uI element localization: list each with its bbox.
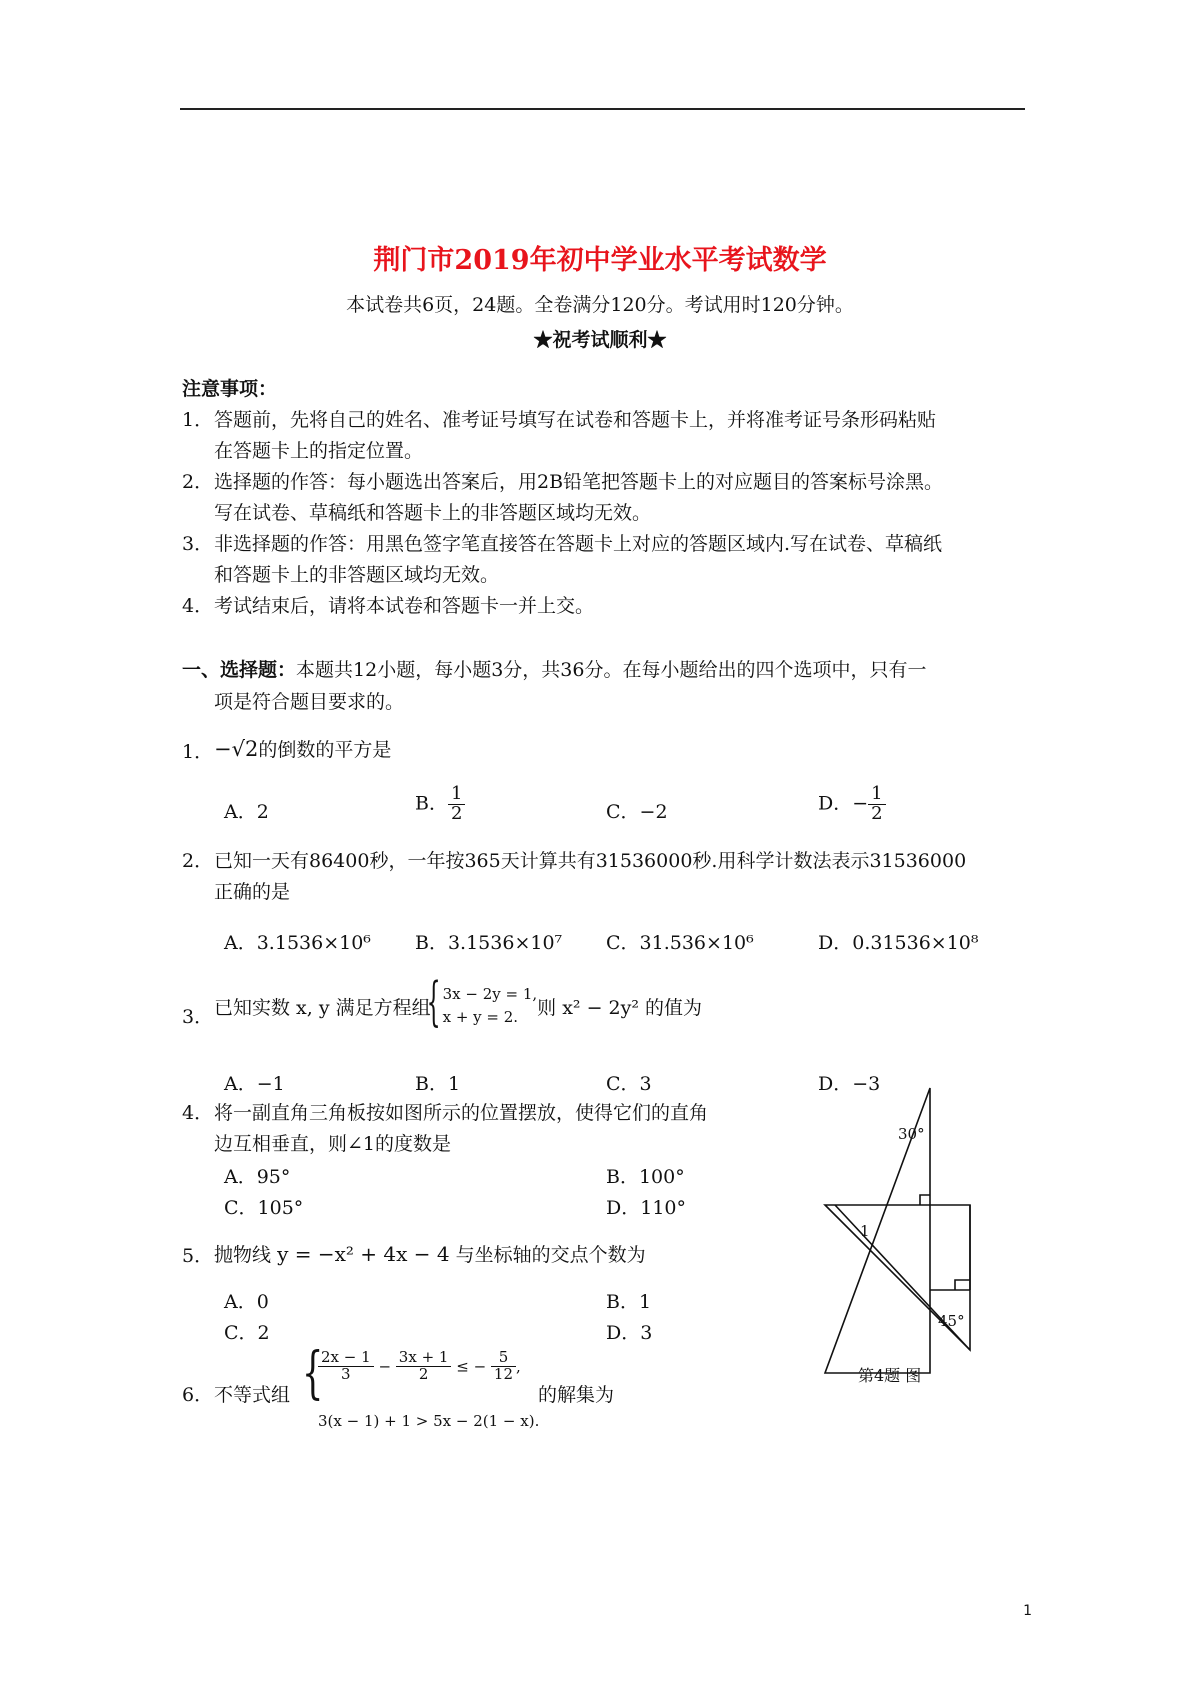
q3-eq2: x + y = 2. [442,1008,519,1027]
q6-frac-1 [318,1350,374,1383]
q3-option-b: B．1 [415,1073,461,1095]
q1-option-d-label: D．− [818,792,869,815]
q1-option-c: C．−2 [606,801,668,823]
q6-comma: , [516,1357,521,1376]
q4-line1: 将一副直角三角板按如图所示的位置摆放，使得它们的直角 [214,1102,709,1124]
q4-line2: 边互相垂直，则∠1的度数是 [214,1133,452,1155]
q6-frac-3-denominator: 12 [493,1364,514,1383]
q3-system [431,983,538,1030]
q5-post: 与坐标轴的交点个数为 [455,1244,646,1266]
q4-option-d: D．110° [606,1197,686,1219]
q2-option-d: D．0.31536×10⁸ [818,932,979,954]
q3-option-c: C．3 [606,1073,652,1095]
q6-frac-2 [396,1350,452,1383]
q2-option-c: C．31.536×10⁶ [606,932,754,954]
q1-expr: −√2 [214,737,259,761]
q2-line2: 正确的是 [214,881,291,903]
q1-option-b-numerator: 1 [448,785,465,805]
q6-frac-1-denominator: 3 [341,1364,351,1383]
q1-option-d-frac [868,785,885,824]
notice-item-2-line2: 写在试卷、草稿纸和答题卡上的非答题区域均无效。 [214,502,652,524]
q3-eq1: { 3x − 2y = 1, [442,985,538,1003]
q1-option-d-denominator: 2 [871,802,883,824]
q1-option-a: A．2 [224,801,269,823]
q3-post: 则 x² − 2y² 的值为 [537,996,703,1019]
q2-option-a: A．3.1536×10⁶ [224,932,371,954]
q4-option-b: B．100° [606,1166,685,1188]
q6-le: ≤ − [456,1357,487,1376]
q4-num: 4． [182,1102,214,1124]
q6-num: 6． [182,1384,214,1406]
q5-num: 5． [182,1245,214,1267]
q1-option-d-numerator: 1 [868,785,885,805]
q1-text: 的倒数的平方是 [258,739,392,761]
q6-frac-1-numerator: 2x − 1 [318,1350,374,1367]
q6-frac-2-numerator: 3x + 1 [396,1350,452,1367]
q6-frac-2-denominator: 2 [418,1364,429,1383]
q6-frac-3-numerator: 5 [491,1350,516,1367]
q1-num: 1． [182,741,214,763]
section1-label: 一、选择题： [182,659,297,681]
q5-option-d: D．3 [606,1322,653,1344]
q4-option-a: A．95° [224,1166,291,1188]
q6-minus: − [378,1357,392,1376]
figure-4-angle-45: 45° [938,1312,965,1330]
q6-system-line2: 3(x − 1) + 1 > 5x − 2(1 − x). [318,1412,540,1430]
q5-stem [214,1240,646,1267]
figure-4-angle-30: 30° [898,1125,925,1143]
section1-intro [182,655,926,682]
q3-option-a: A．−1 [224,1073,285,1095]
q3-option-d: D．−3 [818,1073,881,1095]
q2-num: 2． [182,850,214,872]
exam-subtitle: 本试卷共6页，24题。全卷满分120分。考试用时120分钟。 [346,294,854,316]
q6-system-line1 [318,1350,521,1383]
q5-option-a: A．0 [224,1291,269,1313]
notice-item-2-line1: 选择题的作答：每小题选出答案后，用2B铅笔把答题卡上的对应题目的答案标号涂黑。 [214,471,944,493]
q5-expr: y = −x² + 4x − 4 [277,1242,450,1266]
header-rule [180,108,1025,110]
notice-item-3-num: 3． [182,533,214,555]
q5-option-b: B．1 [606,1291,652,1313]
q1-option-b-denominator: 2 [450,802,463,824]
section1-line2: 项是符合题目要求的。 [214,691,405,713]
q1-option-b-frac [448,785,465,824]
q5-option-c: C．2 [224,1322,270,1344]
notice-item-1-line1: 答题前，先将自己的姓名、准考证号填写在试卷和答题卡上，并将准考证号条形码粘贴 [214,409,937,431]
q3-num: 3． [182,1006,214,1028]
q3-pre: 已知实数 x, y 满足方程组 [214,996,431,1019]
notice-item-3-line2: 和答题卡上的非答题区域均无效。 [214,564,500,586]
exam-wish: ★祝考试顺利★ [533,329,667,351]
exam-title: 荆门市2019年初中学业水平考试数学 [373,245,827,276]
notice-item-4-num: 4． [182,595,214,617]
q6-pre: 不等式组 [214,1384,291,1406]
q6-post: 的解集为 [538,1384,615,1406]
q1-stem [214,735,391,762]
q6-brace: { [302,1341,324,1406]
q5-pre: 抛物线 [214,1244,272,1266]
figure-4-angle-1: 1 [860,1222,870,1240]
q3-stem [214,983,702,1030]
q1-option-d [818,785,886,824]
q1-option-b [415,785,465,824]
notice-item-2-num: 2． [182,471,214,493]
notice-item-1-line2: 在答题卡上的指定位置。 [214,440,424,462]
q2-option-b: B．3.1536×10⁷ [415,932,563,954]
notice-item-4-line1: 考试结束后，请将本试卷和答题卡一并上交。 [214,595,595,617]
figure-4-caption: 第4题 图 [858,1366,922,1385]
section1-line1: 本题共12小题，每小题3分，共36分。在每小题给出的四个选项中，只有一 [296,659,927,681]
notice-item-3-line1: 非选择题的作答：用黑色签字笔直接答在答题卡上对应的答题区域内.写在试卷、草稿纸 [214,533,943,555]
q6-frac-3 [491,1350,516,1383]
q2-line1: 已知一天有86400秒，一年按365天计算共有31536000秒.用科学计数法表示31536000 [214,850,967,872]
q1-option-b-label: B． [415,792,448,815]
notice-heading: 注意事项： [182,378,278,400]
page-number: 1 [1023,1603,1032,1619]
q4-option-c: C．105° [224,1197,304,1219]
notice-item-1-num: 1． [182,409,214,431]
